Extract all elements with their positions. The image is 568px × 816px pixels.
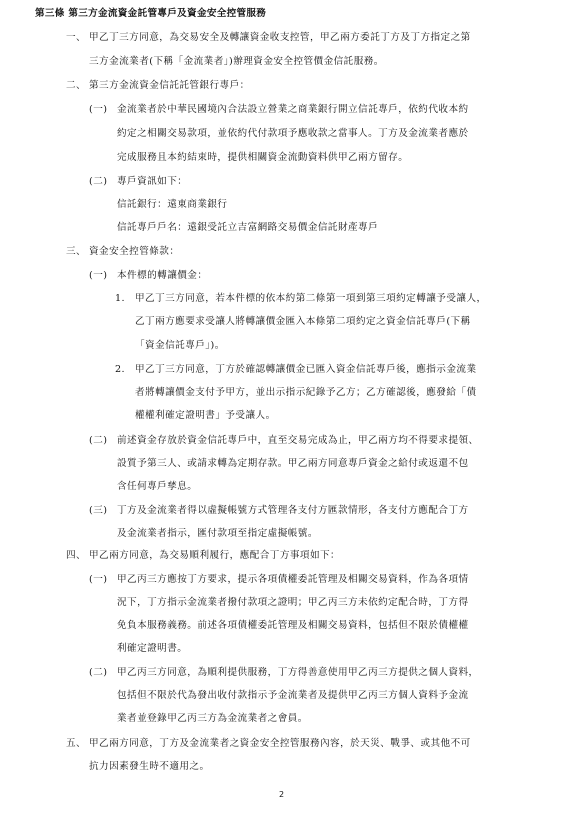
- clause-4-item-1-line-3: 免負本服務義務。前述各項債權委託管理及相關交易資料，包括但不限於債權權: [117, 620, 469, 631]
- clause-3-number: 三、: [66, 246, 87, 257]
- clause-3-item-3-line-2: 及金流業者指示，匯付款項至指定虛擬帳號。: [117, 528, 318, 539]
- clause-2-item-1-line-1: 金流業者於中華民國境內合法設立營業之商業銀行開立信託專戶，依約代收本約: [117, 104, 469, 115]
- clause-4-item-2-number: (二): [89, 667, 108, 678]
- clause-2-item-1-number: (一): [89, 104, 108, 115]
- section-title: 第三條 第三方金流資金託管專戶及資金安全控管服務: [35, 8, 267, 19]
- clause-4-item-2-line-2: 包括但不限於代為發出收付款指示予金流業者及提供甲乙丙三方個人資料予金流: [117, 690, 469, 701]
- clause-2-heading: 第三方金流資金信託託管銀行專戶：: [89, 80, 250, 91]
- clause-3-sub-1-line-1: 甲乙丁三方同意，若本件標的依本約第二條第一項到第三項約定轉讓予受讓人，: [135, 293, 487, 304]
- clause-3-sub-1-number: 1.: [115, 293, 126, 304]
- clause-4-item-1-line-4: 利確定證明書。: [117, 643, 188, 654]
- clause-2-item-1-line-3: 完成服務且本約結束時，提供相關資金流動資料供甲乙兩方留存。: [117, 152, 409, 163]
- clause-5-line-1: 甲乙兩方同意，丁方及金流業者之資金安全控管服務內容，於天災、戰爭、或其他不可: [89, 738, 471, 749]
- clause-3-sub-2-line-1: 甲乙丁三方同意，丁方於確認轉讓價金已匯入資金信託專戶後，應指示金流業: [135, 364, 477, 375]
- clause-3-sub-1-line-2: 乙丁兩方應要求受讓人將轉讓價金匯入本條第二項約定之資金信託專戶(下稱: [135, 316, 471, 327]
- clause-4-heading: 甲乙兩方同意，為交易順利履行，應配合丁方事項如下：: [89, 550, 341, 561]
- clause-4-item-1-number: (一): [89, 574, 108, 585]
- clause-4-item-2-line-3: 業者並登錄甲乙丙三方為金流業者之會員。: [117, 713, 308, 724]
- clause-2-item-2-line-2: 信託銀行：遠東商業銀行: [117, 199, 228, 210]
- clause-4-item-1-line-1: 甲乙丙三方應按丁方要求，提示各項債權委託管理及相關交易資料，作為各項情: [117, 574, 469, 585]
- clause-3-item-3-line-1: 丁方及金流業者得以虛擬帳號方式管理各支付方匯款情形，各支付方應配合丁方: [117, 505, 469, 516]
- clause-2-item-2-number: (二): [89, 176, 108, 187]
- clause-1-line-1: 甲乙丁三方同意，為交易安全及轉讓資金收支控管，甲乙兩方委託丁方及丁方指定之第: [89, 32, 471, 43]
- clause-2-item-1-line-2: 約定之相關交易款項，並依約代付款項予應收款之當事人。丁方及金流業者應於: [117, 128, 469, 139]
- clause-4-item-1-line-2: 況下，丁方指示金流業者撥付款項之證明；甲乙丙三方未依約定配合時，丁方得: [117, 597, 469, 608]
- page-number: 2: [279, 790, 285, 799]
- clause-5-line-2: 抗力因素發生時不適用之。: [89, 761, 210, 772]
- clause-3-sub-2-line-3: 權權利確定證明書」予受讓人。: [135, 410, 276, 421]
- clause-3-sub-2-line-2: 者將轉讓價金支付予甲方，並出示指示紀錄予乙方；乙方確認後，應發給「債: [135, 387, 477, 398]
- clause-4-item-2-line-1: 甲乙丙三方同意，為順利提供服務，丁方得善意使用甲乙丙三方提供之個人資料，: [117, 667, 479, 678]
- clause-5-number: 五、: [66, 738, 87, 749]
- clause-3-item-1-number: (一): [89, 270, 108, 281]
- clause-3-item-2-number: (二): [89, 435, 108, 446]
- clause-2-item-2-line-3: 信託專戶戶名：遠銀受託立吉富網路交易價金信託財產專戶: [117, 222, 379, 233]
- clause-4-number: 四、: [66, 550, 87, 561]
- clause-3-item-2-line-3: 含任何專戶孳息。: [117, 481, 198, 492]
- clause-3-sub-2-number: 2.: [115, 364, 126, 375]
- clause-2-number: 二、: [66, 80, 87, 91]
- clause-2-item-2-line-1: 專戶資訊如下：: [117, 176, 188, 187]
- clause-3-item-3-number: (三): [89, 505, 108, 516]
- clause-3-sub-1-line-3: 「資金信託專戶」)。: [135, 340, 225, 351]
- clause-3-item-1-heading: 本件標的轉讓價金：: [117, 270, 208, 281]
- clause-1-number: 一、: [66, 32, 87, 43]
- clause-1-line-2: 三方金流業者(下稱「金流業者」)辦理資金安全控管價金信託服務。: [89, 56, 384, 67]
- clause-3-heading: 資金安全控管條款：: [89, 246, 180, 257]
- clause-3-item-2-line-1: 前述資金存放於資金信託專戶中，直至交易完成為止，甲乙兩方均不得要求提領、: [117, 435, 479, 446]
- clause-3-item-2-line-2: 設質予第三人、或請求轉為定期存款。甲乙兩方同意專戶資金之給付或返還不包: [117, 458, 469, 469]
